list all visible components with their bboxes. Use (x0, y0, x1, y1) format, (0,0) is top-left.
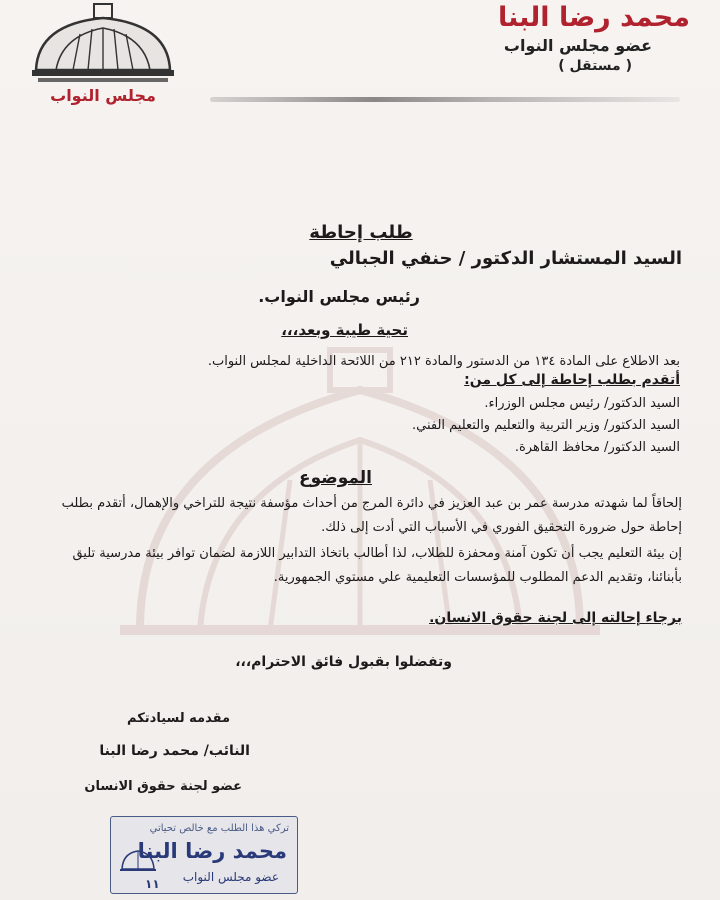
reference-line: بعد الاطلاع على المادة ١٣٤ من الدستور والمادة ٢١٢ من اللائحة الداخلية لمجلس النواب. (207, 354, 680, 369)
stamp-name: محمد رضا البنا (137, 839, 287, 863)
referral-line: برجاء إحالته إلى لجنة حقوق الانسان. (429, 610, 682, 626)
header-divider (210, 97, 680, 102)
subject-heading: الموضوع (299, 468, 372, 488)
addressee-role: رئيس مجلس النواب. (258, 287, 420, 306)
logo-caption: مجلس النواب (50, 86, 156, 105)
stamp-number: ١١ (145, 877, 160, 891)
submit-heading: أتقدم بطلب إحاطة إلى كل من: (464, 372, 680, 388)
recipient-item: السيد الدكتور/ رئيس مجلس الوزراء. (484, 396, 680, 411)
stamp-top-text: تركي هذا الطلب مع خالص تحياتي (149, 823, 289, 834)
sender-name: محمد رضا البنا (497, 2, 690, 33)
paragraph-line: إلحاقاً لما شهدته مدرسة عمر بن عبد العزيز في دائرة المرج من أحداث مؤسفة نتيجة للتراخي والإهمال، أتقدم بطلب (61, 496, 682, 511)
addressee: السيد المستشار الدكتور / حنفي الجبالي (329, 248, 682, 269)
stamp-role: عضو مجلس النواب (182, 870, 279, 884)
paragraph-line: إن بيئة التعليم يجب أن تكون آمنة ومحفزة للطلاب، لذا أطالب باتخاذ التدابير اللازمة لضمان توافر بيئة مدرسية تليق (72, 546, 682, 561)
greeting: تحية طيبة وبعد،،، (281, 321, 408, 339)
recipient-item: السيد الدكتور/ محافظ القاهرة. (514, 440, 680, 455)
deputy-name: النائب/ محمد رضا البنا (99, 743, 250, 759)
parliament-dome-icon (28, 2, 178, 87)
official-stamp (110, 816, 298, 894)
letter-title: طلب إحاطة (309, 222, 413, 243)
stamp-dome-icon (119, 847, 157, 877)
paragraph-line: بأبنائنا، وتقديم الدعم المطلوب للمؤسسات التعليمية علي مستوي الجمهورية. (273, 570, 682, 585)
sender-status: ( مستقل ) (558, 58, 632, 74)
closing-line: وتفضلوا بقبول فائق الاحترام،،، (235, 654, 452, 670)
deputy-committee: عضو لجنة حقوق الانسان (84, 779, 242, 794)
recipient-item: السيد الدكتور/ وزير التربية والتعليم والتعليم الفني. (411, 418, 680, 433)
paragraph-line: إحاطة حول ضرورة التحقيق الفوري في الأسباب التي أدت إلى ذلك. (321, 520, 682, 535)
presented-by: مقدمه لسيادتكم (127, 711, 230, 726)
sender-role: عضو مجلس النواب (503, 36, 652, 55)
